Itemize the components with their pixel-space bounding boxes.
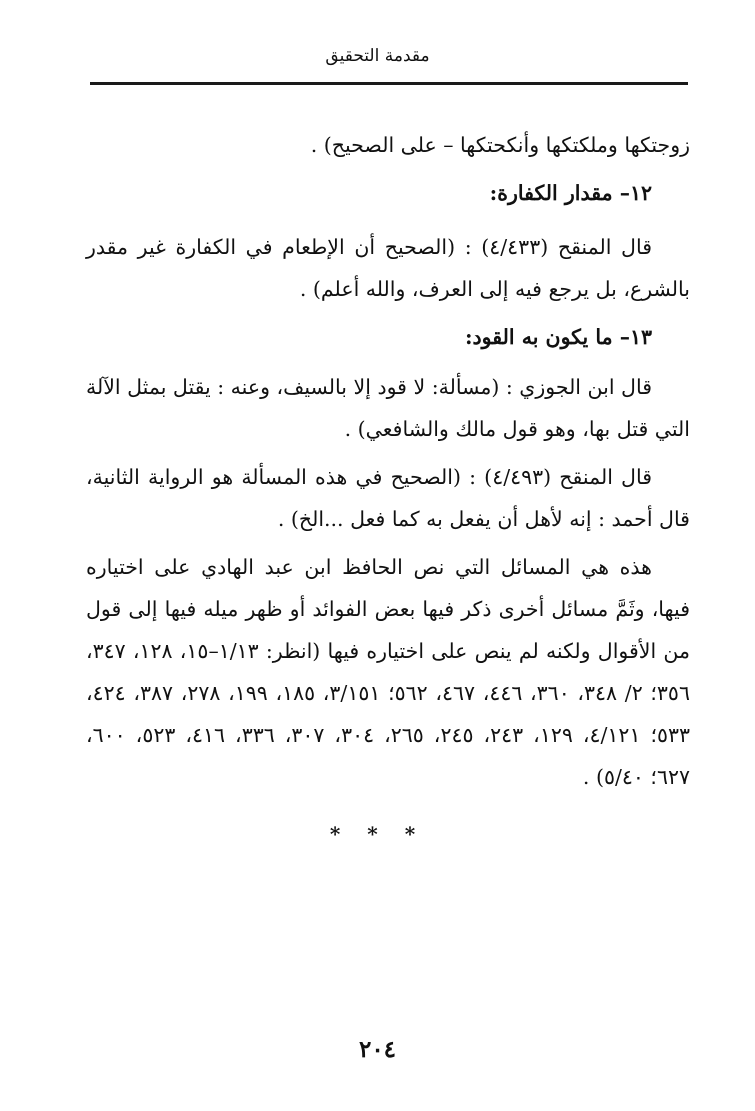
running-head: مقدمة التحقيق bbox=[325, 46, 430, 66]
paragraph-kaffara bbox=[86, 226, 690, 310]
heading-text: ١٢– مقدار الكفارة: bbox=[489, 181, 652, 205]
paragraph-text: قال المنقح (٤/٤٣٣) : (الصحيح أن الإطعام في الكفارة غير مقدر بالشرع، بل يرجع فيه إلى العرف، والله أعلم) . bbox=[86, 235, 690, 301]
header-rule bbox=[90, 82, 688, 85]
section-separator: * * * bbox=[329, 822, 426, 846]
paragraph-text: قال ابن الجوزي : (مسألة: لا قود إلا بالسيف، وعنه : يقتل بمثل الآلة التي قتل بها، وهو قول مالك والشافعي) . bbox=[86, 375, 690, 441]
section-heading-13 bbox=[86, 316, 690, 358]
section-heading-12 bbox=[86, 172, 690, 214]
heading-text: ١٣– ما يكون به القود: bbox=[464, 325, 652, 349]
paragraph-text: هذه هي المسائل التي نص الحافظ ابن عبد الهادي على اختياره فيها، وثَمَّ مسائل أخرى ذكر فيها بعض الفوائد أو ظهر ميله فيها إلى قول من الأقوال ولكنه لم ينص على اختياره فيها (انظر: ١/١٣–١٥، ١٢٨، ٣٤٧، ٣٥٦؛ ٢/ ٣٤٨، ٣٦٠، ٤٤٦، ٤٦٧، ٥٦٢؛ ٣/١٥١، ١٨٥، ١٩٩، ٢٧٨، ٣٨٧، ٤٢٤، ٥٣٣؛ ٤/١٢١، ١٢٩، ٢٤٣، ٢٤٥، ٢٦٥، ٣٠٤، ٣٠٧، ٣٣٦، ٤١٦، ٥٢٣، ٦٠٠، ٦٢٧؛ ٥/٤٠) . bbox=[86, 555, 691, 789]
paragraph-continuation bbox=[86, 124, 690, 166]
paragraph-text: قال المنقح (٤/٤٩٣) : (الصحيح في هذه المسألة هو الرواية الثانية، قال أحمد : إنه لأهل أن يفعل به كما فعل ...الخ) . bbox=[86, 465, 690, 531]
paragraph-summary bbox=[86, 546, 690, 798]
page-number: ٢٠٤ bbox=[358, 1036, 397, 1063]
paragraph-ibn-aljawzi bbox=[86, 366, 690, 450]
paragraph-munaqqih bbox=[86, 456, 690, 540]
paragraph-text: زوجتكها وملكتكها وأنكحتكها – على الصحيح) . bbox=[310, 133, 690, 157]
